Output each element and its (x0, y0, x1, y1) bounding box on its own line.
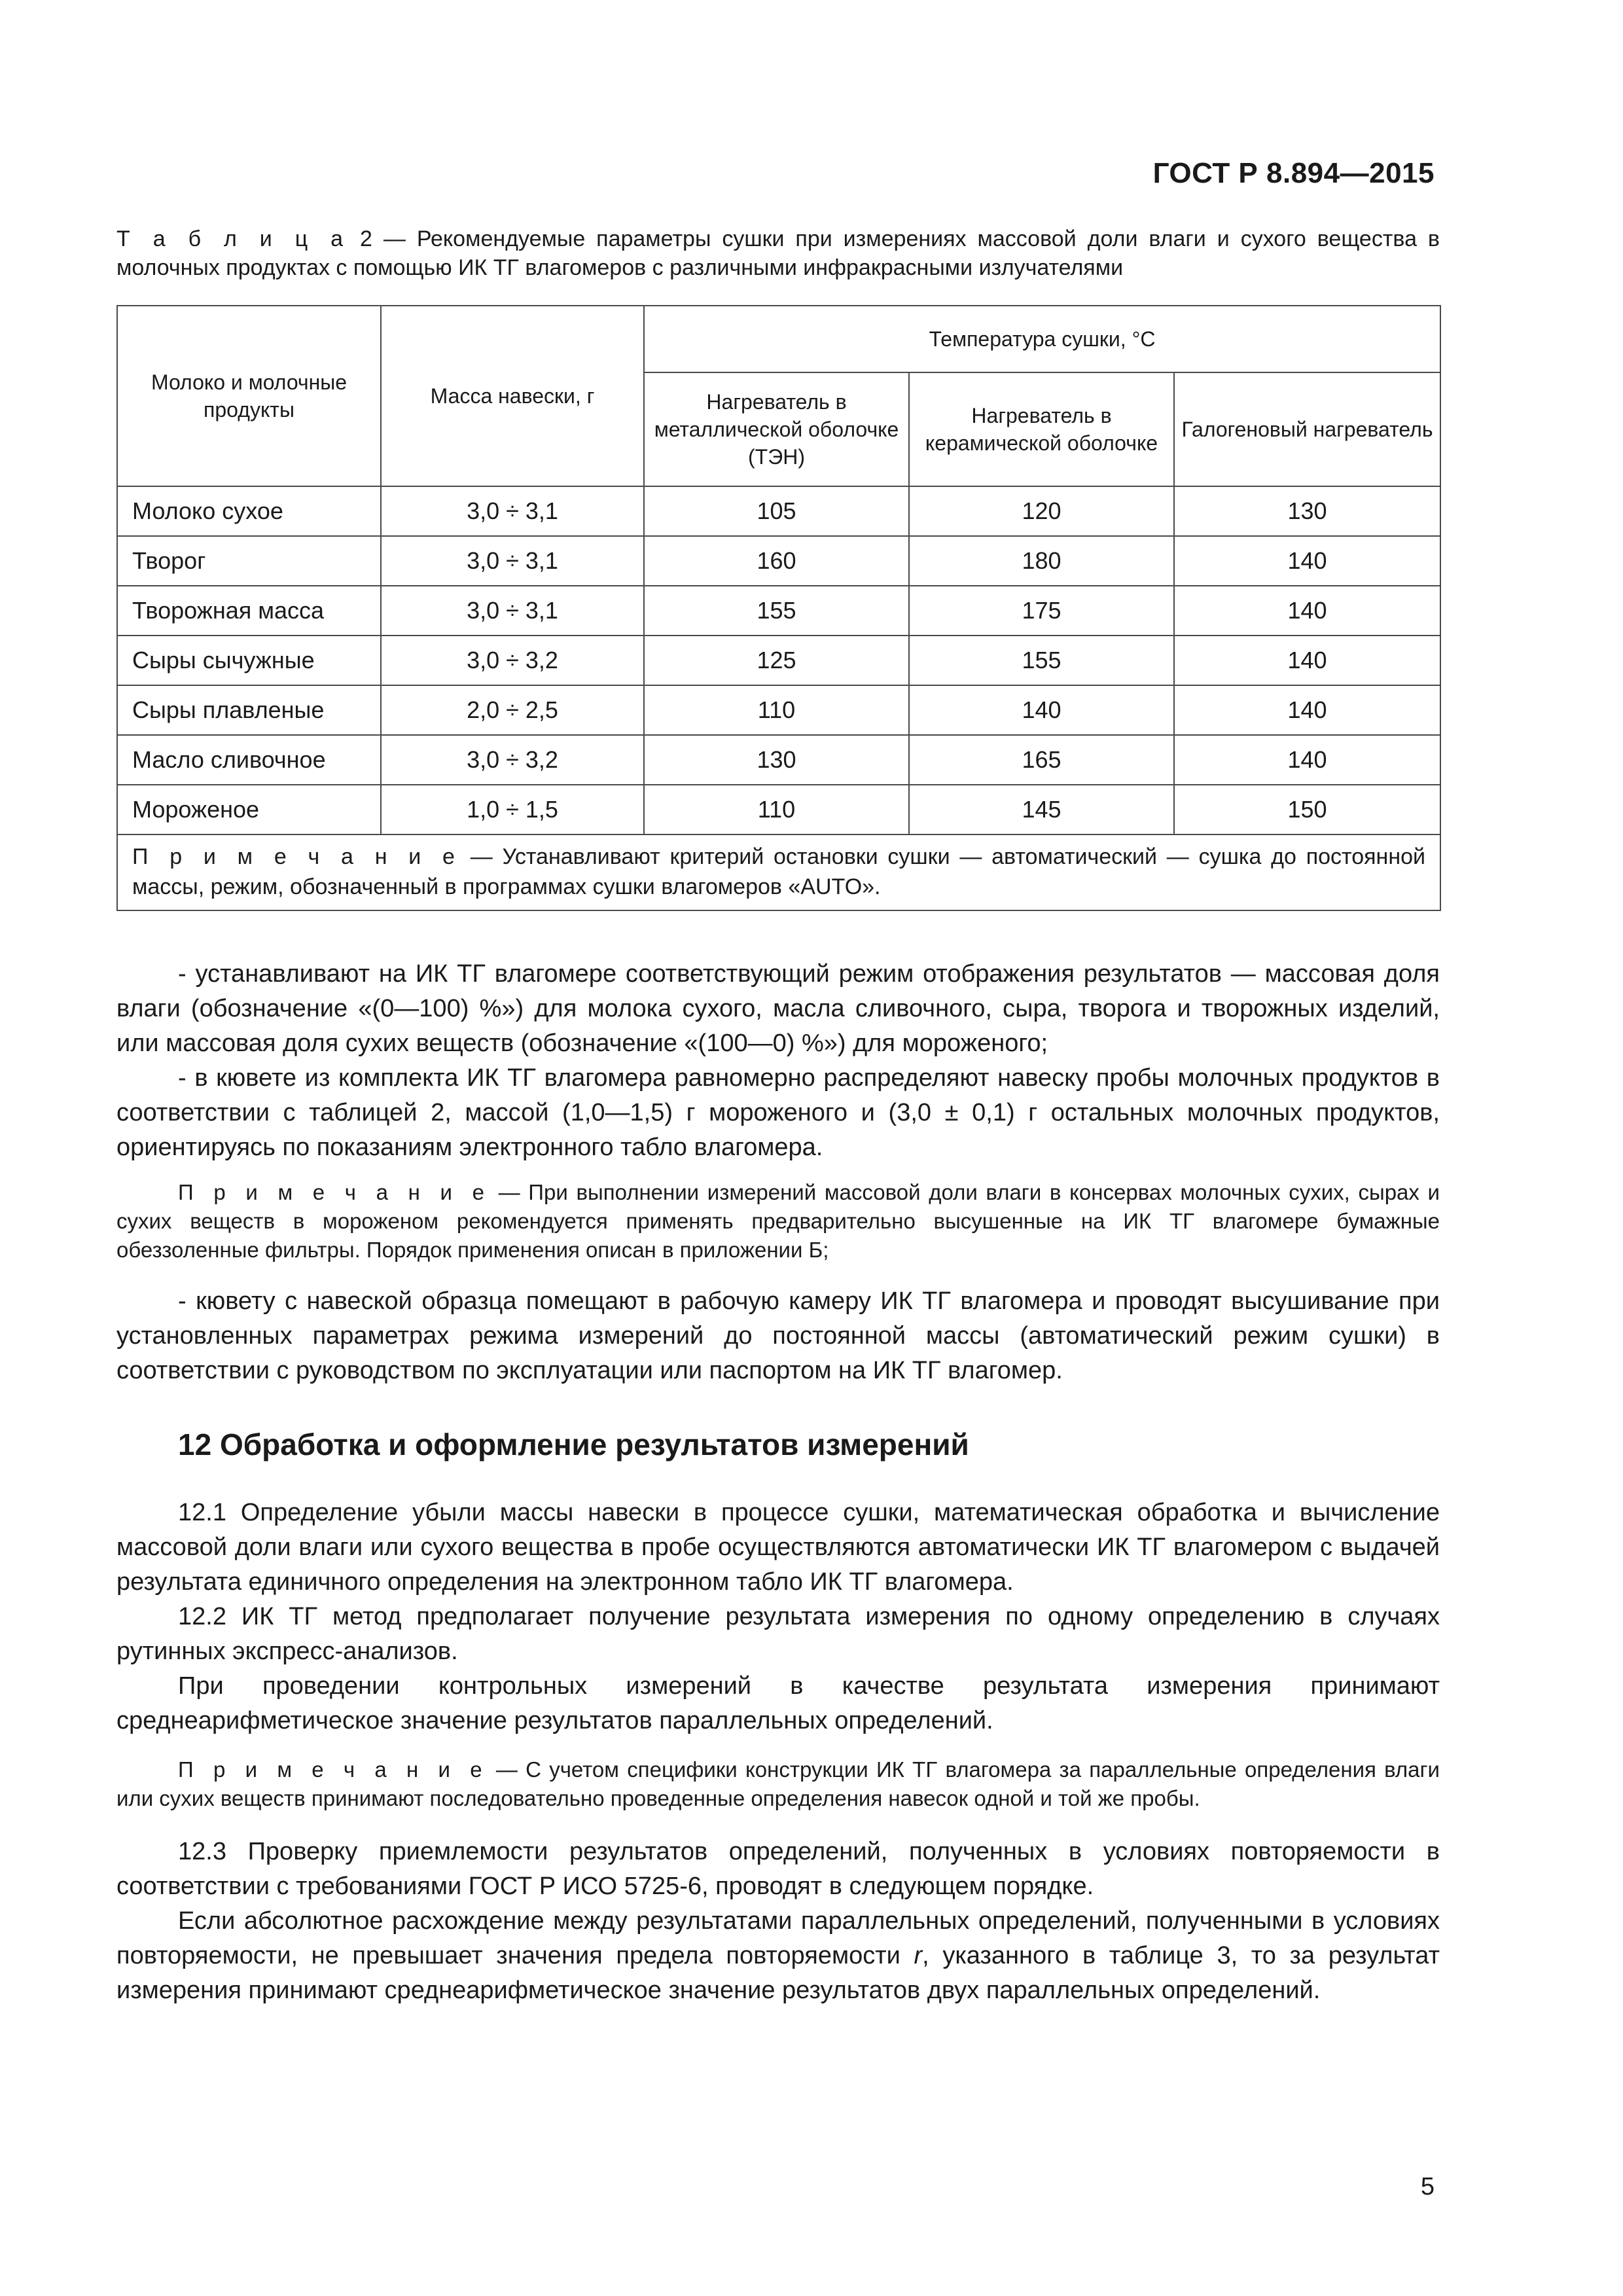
note-parallel-text: — С учетом специфики конструкции ИК ТГ влагомера за параллельные определения влаги или сухих веществ принимают последовательно проведенные определения навесок одной и той же пробы. (116, 1757, 1440, 1810)
cell-mass: 3,0 ÷ 3,2 (381, 636, 644, 685)
cell-mass: 2,0 ÷ 2,5 (381, 685, 644, 735)
instructions-block-2 (116, 1284, 1440, 1388)
table-note (117, 834, 1440, 910)
cell-temp-halogen: 140 (1174, 636, 1440, 685)
header-heater-halogen: Галогеновый нагреватель (1174, 372, 1440, 486)
note-filters (116, 1178, 1440, 1265)
table-row (117, 685, 1440, 735)
header-product: Молоко и молочные продукты (117, 306, 381, 486)
header-heater-ceramic: Нагреватель в керамической оболочке (909, 372, 1174, 486)
cell-temp-metal: 110 (644, 685, 909, 735)
cell-temp-ceramic: 155 (909, 636, 1174, 685)
cell-temp-metal: 110 (644, 785, 909, 834)
cell-mass: 1,0 ÷ 1,5 (381, 785, 644, 834)
paragraph-drying: - кювету с навеской образца помещают в рабочую камеру ИК ТГ влагомера и проводят высушивание при установленных параметрах режима измерений до постоянной массы (автоматический режим сушки) в соответствии с руководством по эксплуатации или паспортом на ИК ТГ влагомер. (116, 1287, 1440, 1384)
cell-mass: 3,0 ÷ 3,1 (381, 486, 644, 536)
cell-product: Творожная масса (117, 586, 381, 636)
paragraph-12-3: 12.3 Проверку приемлемости результатов определений, полученных в условиях повторяемости в соответствии с требованиями ГОСТ Р ИСО 5725-6, проводят в следующем порядке. (116, 1838, 1440, 1900)
drying-parameters-table (116, 305, 1441, 911)
paragraph-12-1: 12.1 Определение убыли массы навески в процессе сушки, математическая обработка и вычисление массовой доли влаги или сухого вещества в пробе осуществляются автоматически ИК ТГ влагомером с выдачей результата единичного определения на электронном табло ИК ТГ влагомера. (116, 1499, 1440, 1596)
cell-temp-halogen: 140 (1174, 735, 1440, 785)
page-number: 5 (1420, 2173, 1435, 2200)
table-note-text: — Устанавливают критерий остановки сушки — автоматический — сушка до постоянной массы, режим, обозначенный в программах сушки влагомеров «AUTO». (132, 844, 1425, 899)
paragraph-12-3-text-post: , указанного в таблице 3, то за результат измерения принимают среднеарифметическое значение результатов двух параллельных определений. (116, 1942, 1440, 2004)
header-temperature: Температура сушки, °С (644, 306, 1440, 372)
note-parallel-label: П р и м е ч а н и е (178, 1757, 488, 1782)
section-12-block-1 (116, 1496, 1440, 1738)
cell-temp-halogen: 130 (1174, 486, 1440, 536)
cell-product: Сыры плавленые (117, 685, 381, 735)
header-heater-metal: Нагреватель в металлической оболочке (ТЭН) (644, 372, 909, 486)
paragraph-12-2: 12.2 ИК ТГ метод предполагает получение результата измерения по одному определению в случаях рутинных экспресс-анализов. (116, 1603, 1440, 1665)
note-filters-label: П р и м е ч а н и е (178, 1180, 490, 1204)
paragraph-display-mode: - устанавливают на ИК ТГ влагомере соответствующий режим отображения результатов — массовая доля влаги (обозначение «(0—100) %») для молока сухого, масла сливочного, сыра, творога и творожных изделий, или массовая доля сухих веществ (обозначение «(100—0) %») для мороженого; (116, 960, 1440, 1057)
table-row (117, 536, 1440, 586)
table-row (117, 486, 1440, 536)
cell-temp-ceramic: 145 (909, 785, 1174, 834)
paragraph-12-3-repeatability (116, 1904, 1440, 2008)
section-title: 12 Обработка и оформление результатов измерений (178, 1427, 969, 1462)
cell-product: Творог (117, 536, 381, 586)
cell-temp-metal: 105 (644, 486, 909, 536)
cell-temp-metal: 160 (644, 536, 909, 586)
paragraph-12-2-control: При проведении контрольных измерений в качестве результата измерения принимают среднеарифметическое значение результатов параллельных определений. (116, 1672, 1440, 1734)
cell-temp-halogen: 150 (1174, 785, 1440, 834)
section-12-block-2 (116, 1835, 1440, 2008)
cell-temp-halogen: 140 (1174, 685, 1440, 735)
cell-temp-ceramic: 175 (909, 586, 1174, 636)
cell-temp-metal: 130 (644, 735, 909, 785)
table-caption-label: Т а б л и ц а (116, 226, 349, 251)
cell-temp-metal: 155 (644, 586, 909, 636)
document-code: ГОСТ Р 8.894—2015 (1152, 157, 1435, 189)
header-mass: Масса навески, г (381, 306, 644, 486)
table-note-label: П р и м е ч а н и е (132, 844, 461, 869)
cell-product: Молоко сухое (117, 486, 381, 536)
table-row (117, 785, 1440, 834)
cell-product: Сыры сычужные (117, 636, 381, 685)
table-row (117, 636, 1440, 685)
table-caption (116, 224, 1440, 282)
cell-mass: 3,0 ÷ 3,1 (381, 536, 644, 586)
cell-temp-halogen: 140 (1174, 586, 1440, 636)
table-row (117, 735, 1440, 785)
cell-temp-ceramic: 120 (909, 486, 1174, 536)
cell-temp-halogen: 140 (1174, 536, 1440, 586)
note-parallel (116, 1755, 1440, 1813)
cell-mass: 3,0 ÷ 3,2 (381, 735, 644, 785)
cell-temp-ceramic: 180 (909, 536, 1174, 586)
cell-temp-metal: 125 (644, 636, 909, 685)
cell-product: Масло сливочное (117, 735, 381, 785)
cell-temp-ceramic: 165 (909, 735, 1174, 785)
paragraph-12-3-text-pre: Если абсолютное расхождение между результатами параллельных определений, полученными в условиях повторяемости, не превышает значения предела повторяемости (116, 1907, 1440, 1969)
table-caption-text: 2 — Рекомендуемые параметры сушки при измерениях массовой доли влаги и сухого вещества в молочных продуктах с помощью ИК ТГ влагомеров с различными инфракрасными излучателями (116, 226, 1440, 280)
cell-temp-ceramic: 140 (909, 685, 1174, 735)
variable-r: r (914, 1942, 923, 1969)
cell-product: Мороженое (117, 785, 381, 834)
paragraph-sample-distribution: - в кювете из комплекта ИК ТГ влагомера равномерно распределяют навеску пробы молочных продуктов в соответствии с таблицей 2, массой (1,0—1,5) г мороженого и (3,0 ± 0,1) г остальных молочных продуктов, ориентируясь по показаниям электронного табло влагомера. (116, 1064, 1440, 1161)
cell-mass: 3,0 ÷ 3,1 (381, 586, 644, 636)
note-filters-text: — При выполнении измерений массовой доли влаги в консервах молочных сухих, сырах и сухих веществ в мороженом рекомендуется применять предварительно высушенные на ИК ТГ влагомере бумажные обеззоленные фильтры. Порядок применения описан в приложении Б; (116, 1180, 1440, 1262)
instructions-block-1 (116, 957, 1440, 1165)
table-row (117, 586, 1440, 636)
